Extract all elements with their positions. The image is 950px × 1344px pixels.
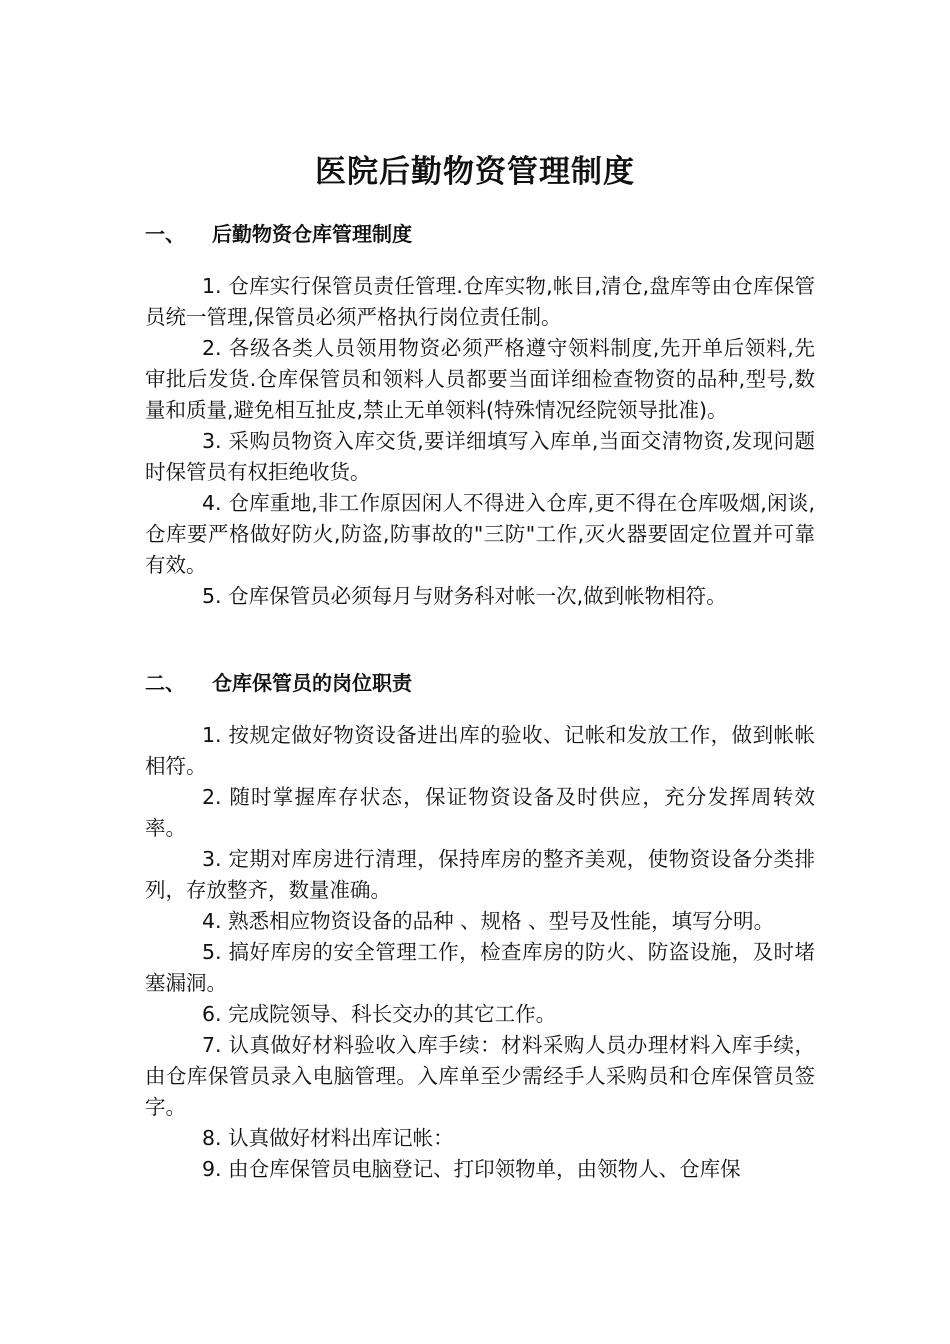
rule-list xyxy=(145,271,815,612)
list-item: 7. 认真做好材料验收入库手续：材料采购人员办理材料入库手续，由仓库保管员录入电脑管理。入库单至少需经手人采购员和仓库保管员签字。 xyxy=(145,1033,815,1119)
list-item: 2. 各级各类人员领用物资必须严格遵守领料制度,先开单后领料,先审批后发货.仓库保管员和领料人员都要当面详细检查物资的品种,型号,数量和质量,避免相互扯皮,禁止无单领料(特殊情况经院领导批准)。 xyxy=(145,336,815,422)
list-item: 4. 熟悉相应物资设备的品种 、规格 、型号及性能，填写分明。 xyxy=(202,909,775,933)
list-item: 1. 仓库实行保管员责任管理.仓库实物,帐目,清仓,盘库等由仓库保管员统一管理,保管员必须严格执行岗位责任制。 xyxy=(145,274,815,329)
duty-list xyxy=(145,720,815,1185)
section-heading xyxy=(145,219,815,249)
list-item: 4. 仓库重地,非工作原因闲人不得进入仓库,更不得在仓库吸烟,闲谈,仓库要严格做好防火,防盗,防事故的"三防"工作,灭火器要固定位置并可靠有效。 xyxy=(145,491,815,577)
section-number: 一、 xyxy=(145,222,185,246)
section-heading xyxy=(145,668,815,698)
list-item: 3. 定期对库房进行清理，保持库房的整齐美观，使物资设备分类排列，存放整齐，数量准确。 xyxy=(145,847,815,902)
list-item: 5. 仓库保管员必须每月与财务科对帐一次,做到帐物相符。 xyxy=(202,584,727,608)
section-2 xyxy=(145,668,815,1185)
list-item: 5. 搞好库房的安全管理工作，检查库房的防火、防盗设施，及时堵塞漏洞。 xyxy=(145,940,815,995)
list-item: 2. 随时掌握库存状态，保证物资设备及时供应，充分发挥周转效率。 xyxy=(145,785,815,840)
list-item: 8. 认真做好材料出库记帐： xyxy=(202,1126,454,1150)
section-title: 仓库保管员的岗位职责 xyxy=(212,671,412,695)
list-item: 3. 采购员物资入库交货,要详细填写入库单,当面交清物资,发现问题时保管员有权拒绝收货。 xyxy=(145,429,815,484)
section-1 xyxy=(145,219,815,612)
list-item: 6. 完成院领导、科长交办的其它工作。 xyxy=(202,1002,557,1026)
list-item: 9. 由仓库保管员电脑登记、打印领物单，由领物人、仓库保 xyxy=(202,1157,741,1181)
section-number: 二、 xyxy=(145,671,185,695)
list-item: 1. 按规定做好物资设备进出库的验收、记帐和发放工作，做到帐帐相符。 xyxy=(145,723,815,778)
page-title: 医院后勤物资管理制度 xyxy=(315,154,635,190)
section-title: 后勤物资仓库管理制度 xyxy=(212,222,412,246)
